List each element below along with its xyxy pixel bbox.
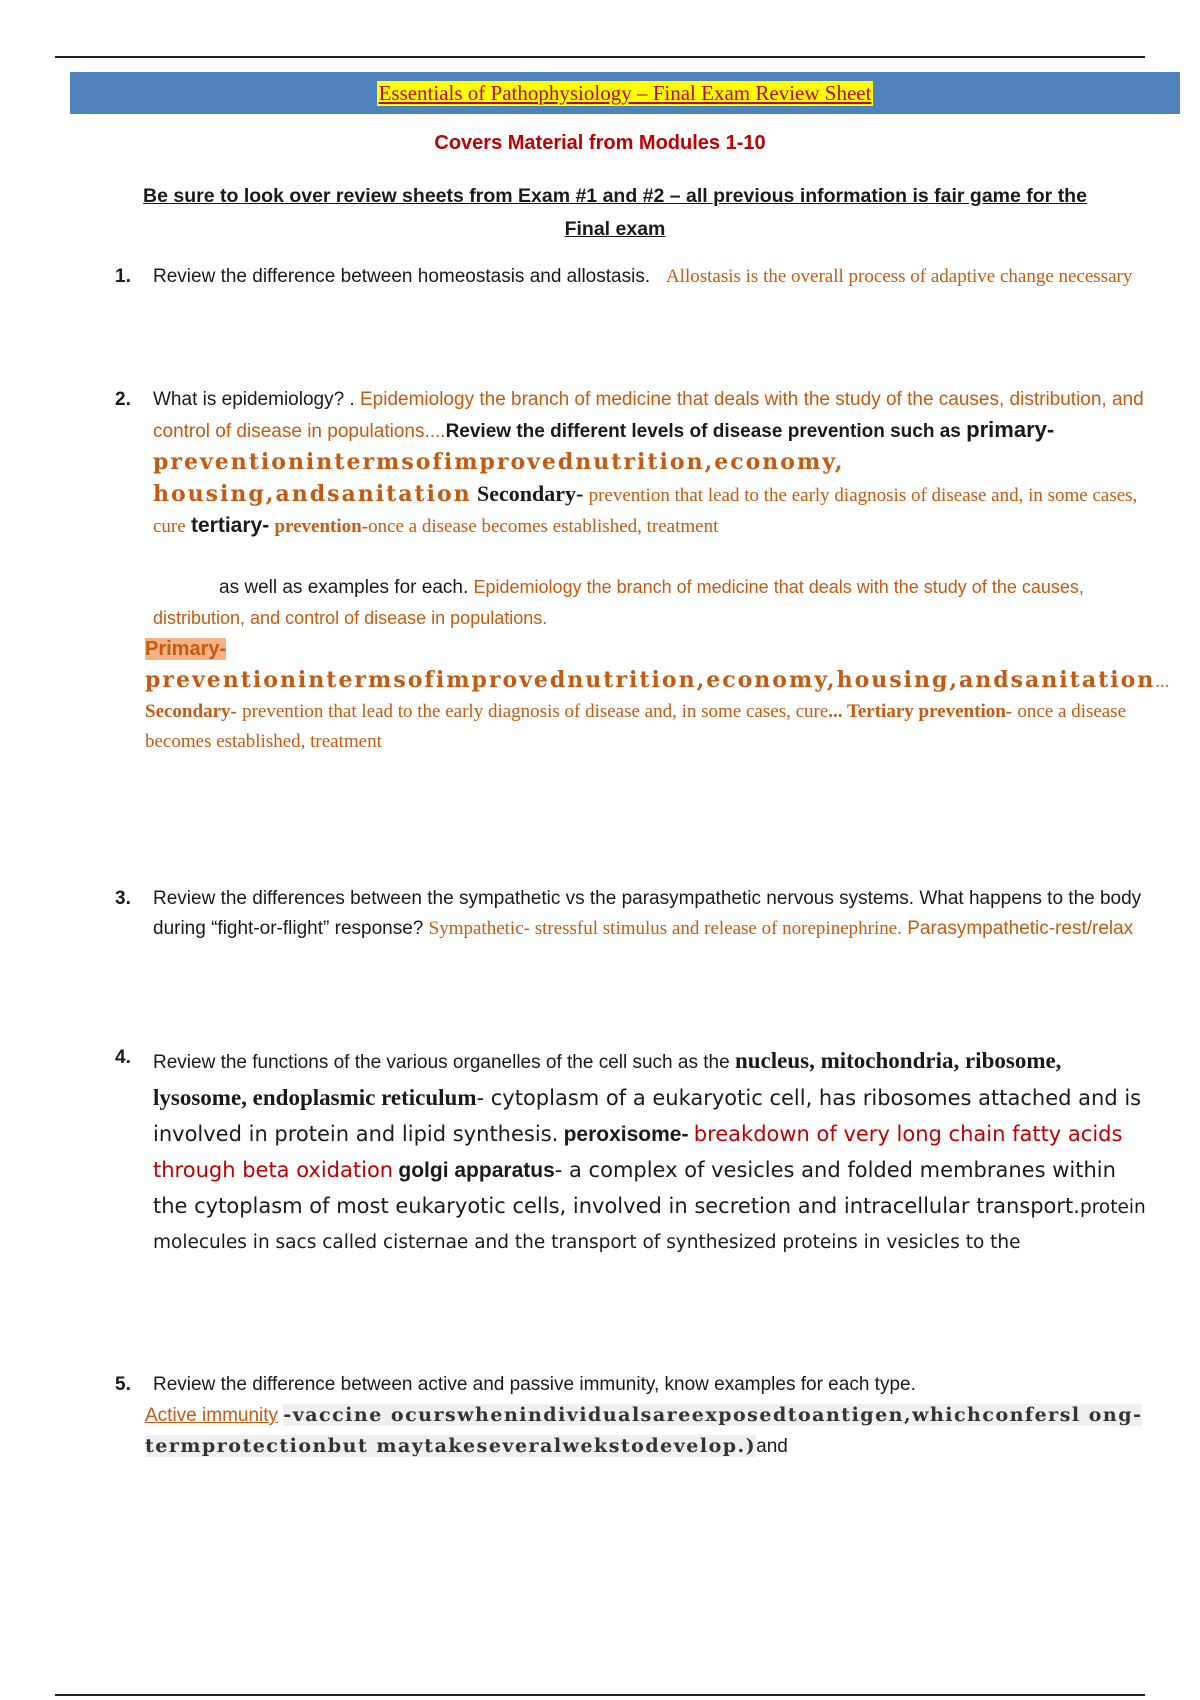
peroxisome-label: peroxisome- xyxy=(563,1123,689,1146)
tertiary-text-2: once a disease becomes established, treatment xyxy=(145,701,1127,752)
question-number: 1. xyxy=(115,266,131,287)
examples-answer: Epidemiology the branch of medicine that deals with the study of the causes, distribution, and control of disease in populations. xyxy=(153,577,1084,628)
secondary-text: prevention that lead to the early diagnosis of disease and, in some cases, cure xyxy=(153,485,1138,537)
question-5 xyxy=(115,1370,1155,1462)
top-rule xyxy=(55,56,1145,58)
question-prompt-2: Review the different levels of disease prevention such as xyxy=(445,421,961,442)
question-1 xyxy=(115,262,1155,292)
question-2 xyxy=(115,385,1170,757)
er-text: - cytoplasm of a eukaryotic cell, has ribosomes attached and is involved in protein and lipid synthesis. xyxy=(153,1086,1142,1146)
secondary-label-2: Secondary- xyxy=(145,701,237,722)
question-prompt: Review the difference between active and passive immunity, know examples for each type. xyxy=(153,1374,916,1395)
active-immunity-text: -vaccine ocurswhenindividualsareexposedtoantigen,whichconfersl ong-termprotectionbut maytakeseveralwekstodevelop.) xyxy=(145,1404,1143,1457)
question-number: 5. xyxy=(115,1374,131,1395)
organelles-list: nucleus, mitochondria, ribosome, lysosome, endoplasmic reticulum xyxy=(153,1048,1062,1110)
trailing-text: and xyxy=(756,1436,788,1457)
instruction xyxy=(95,180,1135,246)
tertiary-label-3: ... Tertiary prevention- xyxy=(828,701,1013,722)
instruction-line-2: Final exam xyxy=(564,218,666,240)
question-prompt: Review the differences between the sympathetic vs the parasympathetic nervous systems. What happens to the body during “fight-or-flight” response? xyxy=(153,888,1142,939)
answer-text: Epidemiology the branch of medicine that deals with the study of the causes, distribution, and control of disease in populations.... xyxy=(153,389,1144,442)
secondary-label: Secondary- xyxy=(476,481,584,506)
examples-prompt: as well as examples for each. xyxy=(219,577,469,598)
secondary-text-2: prevention that lead to the early diagnosis of disease and, in some cases, cure xyxy=(242,701,829,722)
subtitle: Covers Material from Modules 1-10 xyxy=(434,132,766,154)
primary-label-2: Primary- xyxy=(145,638,227,660)
golgi-text: - a complex of vesicles and folded membranes within the cytoplasm of most eukaryotic cells, involved in secretion and intracellular transport. xyxy=(153,1158,1116,1218)
tertiary-text: once a disease becomes established, treatment xyxy=(368,516,719,537)
instruction-line-1: Be sure to look over review sheets from Exam #1 and #2 – all previous information is fair game for the xyxy=(143,185,1087,207)
answer-text: Allostasis is the overall process of adaptive change necessary xyxy=(665,266,1133,287)
question-number: 3. xyxy=(115,888,131,909)
primary-text-2: preventionintermsofimprovednutrition,economy,housing,andsanitation xyxy=(145,667,1156,693)
answer-sympathetic: Sympathetic- stressful stimulus and release of norepinephrine. xyxy=(428,918,902,939)
answer-parasympathetic: Parasympathetic-rest/relax xyxy=(907,918,1134,939)
tertiary-label: tertiary- xyxy=(190,514,270,537)
document-title: Essentials of Pathophysiology – Final Exam Review Sheet xyxy=(378,80,872,105)
primary-text: preventionintermsofimprovednutrition,economy, housing,andsanitation xyxy=(153,449,845,507)
primary-label: primary- xyxy=(966,417,1055,442)
golgi-extra: protein molecules in sacs called cisternae and the transport of synthesized proteins in vesicles to the xyxy=(153,1197,1146,1253)
question-prompt: What is epidemiology? . xyxy=(153,389,355,410)
question-4 xyxy=(115,1043,1155,1260)
golgi-label: golgi apparatus xyxy=(398,1159,555,1182)
question-number: 4. xyxy=(115,1047,131,1068)
question-prompt: Review the functions of the various organelles of the cell such as the xyxy=(153,1052,730,1073)
title-banner xyxy=(70,72,1180,114)
question-prompt: Review the difference between homeostasis and allostasis. xyxy=(153,266,651,287)
peroxisome-text: breakdown of very long chain fatty acids through beta oxidation xyxy=(153,1122,1123,1182)
ellipsis: ... xyxy=(1155,671,1170,692)
tertiary-label-2: prevention- xyxy=(274,516,369,537)
bottom-rule xyxy=(55,1694,1145,1696)
active-immunity-label: Active immunity xyxy=(145,1405,279,1426)
question-number: 2. xyxy=(115,389,131,410)
question-3 xyxy=(115,884,1155,944)
